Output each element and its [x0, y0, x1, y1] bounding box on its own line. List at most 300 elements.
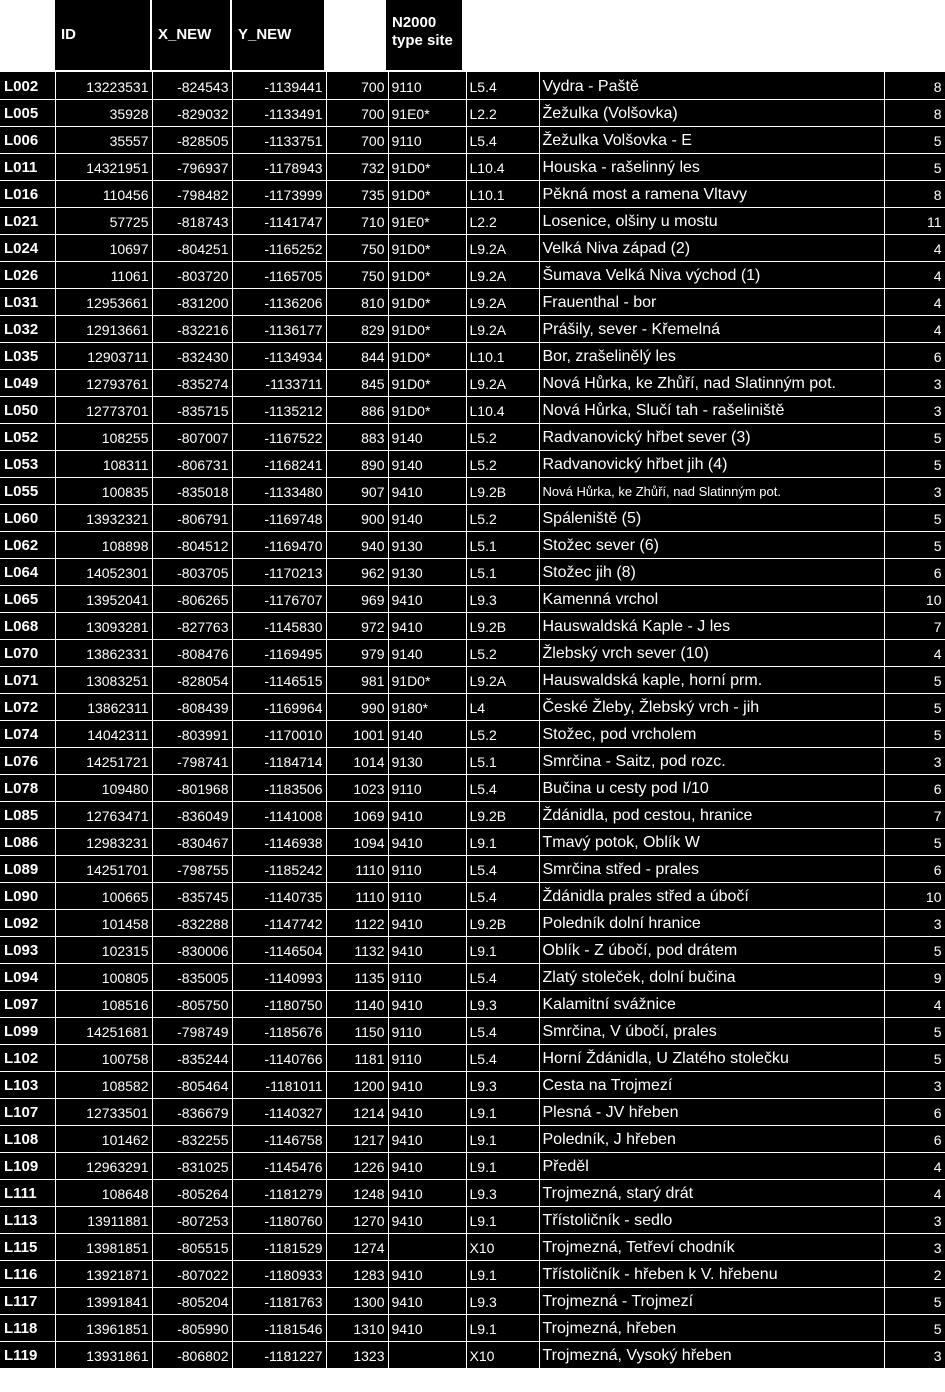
- cell-n2000-code: 9140: [388, 450, 466, 477]
- table-row: [0, 855, 945, 882]
- cell-site-code: L060: [0, 504, 55, 531]
- cell-y-new: -1180750: [232, 990, 326, 1017]
- cell-site-code: L062: [0, 531, 55, 558]
- cell-altitude: 845: [326, 369, 388, 396]
- cell-n2000-code: 9410: [388, 1125, 466, 1152]
- cell-count: 4: [884, 261, 945, 288]
- cell-altitude: 1181: [326, 1044, 388, 1071]
- cell-y-new: -1146515: [232, 666, 326, 693]
- cell-id: 11061: [55, 261, 152, 288]
- cell-id: 108898: [55, 531, 152, 558]
- cell-x-new: -831200: [152, 288, 232, 315]
- cell-site-name: Trojmezná, hřeben: [539, 1314, 884, 1341]
- cell-altitude: 1283: [326, 1260, 388, 1287]
- cell-altitude: 1274: [326, 1233, 388, 1260]
- cell-y-new: -1133480: [232, 477, 326, 504]
- cell-site-code: L090: [0, 882, 55, 909]
- table-row: [0, 504, 945, 531]
- cell-habitat-code: L9.1: [466, 1098, 539, 1125]
- cell-count: 5: [884, 423, 945, 450]
- cell-n2000-code: 9140: [388, 720, 466, 747]
- cell-x-new: -807253: [152, 1206, 232, 1233]
- cell-id: 108582: [55, 1071, 152, 1098]
- cell-x-new: -805204: [152, 1287, 232, 1314]
- cell-altitude: 1270: [326, 1206, 388, 1233]
- cell-altitude: 1132: [326, 936, 388, 963]
- cell-altitude: 1248: [326, 1179, 388, 1206]
- cell-n2000-code: 9140: [388, 423, 466, 450]
- cell-id: 12763471: [55, 801, 152, 828]
- cell-y-new: -1133491: [232, 99, 326, 126]
- table-row: [0, 612, 945, 639]
- cell-habitat-code: L5.4: [466, 1017, 539, 1044]
- cell-site-name: Cesta na Trojmezí: [539, 1071, 884, 1098]
- cell-x-new: -824543: [152, 72, 232, 99]
- cell-x-new: -803720: [152, 261, 232, 288]
- table-row: [0, 369, 945, 396]
- cell-id: 108648: [55, 1179, 152, 1206]
- header-y-new: [232, 0, 324, 70]
- cell-x-new: -807007: [152, 423, 232, 450]
- header-x-new: [152, 0, 230, 70]
- table-row: [0, 423, 945, 450]
- cell-altitude: 990: [326, 693, 388, 720]
- cell-site-code: L115: [0, 1233, 55, 1260]
- cell-site-code: L109: [0, 1152, 55, 1179]
- table-row: [0, 1179, 945, 1206]
- cell-altitude: 1122: [326, 909, 388, 936]
- cell-n2000-code: 9410: [388, 1179, 466, 1206]
- cell-site-name: Trojmezná - Trojmezí: [539, 1287, 884, 1314]
- cell-count: 3: [884, 909, 945, 936]
- cell-n2000-code: 9130: [388, 558, 466, 585]
- table-row: [0, 585, 945, 612]
- cell-site-name: České Žleby, Žlebský vrch - jih: [539, 693, 884, 720]
- cell-site-name: Nová Hůrka, Slučí tah - rašeliniště: [539, 396, 884, 423]
- cell-x-new: -805464: [152, 1071, 232, 1098]
- cell-id: 12793761: [55, 369, 152, 396]
- cell-count: 5: [884, 1044, 945, 1071]
- cell-x-new: -835715: [152, 396, 232, 423]
- cell-site-code: L026: [0, 261, 55, 288]
- cell-site-name: Zlatý stoleček, dolní bučina: [539, 963, 884, 990]
- cell-site-name: Poledník, J hřeben: [539, 1125, 884, 1152]
- cell-site-code: L085: [0, 801, 55, 828]
- cell-altitude: 1200: [326, 1071, 388, 1098]
- cell-id: 12903711: [55, 342, 152, 369]
- table-body: [0, 72, 945, 1368]
- cell-y-new: -1181279: [232, 1179, 326, 1206]
- cell-habitat-code: L9.1: [466, 1206, 539, 1233]
- cell-site-code: L072: [0, 693, 55, 720]
- cell-count: 8: [884, 180, 945, 207]
- table-row: [0, 1071, 945, 1098]
- cell-y-new: -1169495: [232, 639, 326, 666]
- cell-x-new: -836679: [152, 1098, 232, 1125]
- cell-habitat-code: L10.4: [466, 153, 539, 180]
- cell-x-new: -805264: [152, 1179, 232, 1206]
- table-row: [0, 450, 945, 477]
- cell-site-code: L102: [0, 1044, 55, 1071]
- cell-site-name: Spáleniště (5): [539, 504, 884, 531]
- cell-site-code: L006: [0, 126, 55, 153]
- cell-y-new: -1176707: [232, 585, 326, 612]
- cell-habitat-code: L2.2: [466, 99, 539, 126]
- cell-id: 14251681: [55, 1017, 152, 1044]
- cell-site-name: Třístoličník - hřeben k V. hřebenu: [539, 1260, 884, 1287]
- cell-id: 12733501: [55, 1098, 152, 1125]
- cell-y-new: -1133711: [232, 369, 326, 396]
- cell-y-new: -1135212: [232, 396, 326, 423]
- cell-id: 100665: [55, 882, 152, 909]
- cell-site-name: Hauswaldská Kaple - J les: [539, 612, 884, 639]
- cell-y-new: -1146758: [232, 1125, 326, 1152]
- cell-count: 4: [884, 639, 945, 666]
- cell-y-new: -1169748: [232, 504, 326, 531]
- cell-y-new: -1140766: [232, 1044, 326, 1071]
- cell-id: 35557: [55, 126, 152, 153]
- cell-x-new: -807022: [152, 1260, 232, 1287]
- cell-id: 102315: [55, 936, 152, 963]
- cell-y-new: -1136177: [232, 315, 326, 342]
- cell-altitude: 700: [326, 99, 388, 126]
- cell-count: 5: [884, 666, 945, 693]
- cell-site-code: L024: [0, 234, 55, 261]
- cell-x-new: -835244: [152, 1044, 232, 1071]
- cell-site-code: L035: [0, 342, 55, 369]
- cell-id: 108311: [55, 450, 152, 477]
- cell-x-new: -829032: [152, 99, 232, 126]
- cell-count: 3: [884, 477, 945, 504]
- cell-habitat-code: L5.4: [466, 1044, 539, 1071]
- table-row: [0, 747, 945, 774]
- cell-y-new: -1181011: [232, 1071, 326, 1098]
- cell-count: 4: [884, 315, 945, 342]
- cell-count: 5: [884, 1287, 945, 1314]
- table-row: [0, 720, 945, 747]
- cell-count: 5: [884, 720, 945, 747]
- cell-site-name: Stožec jih (8): [539, 558, 884, 585]
- cell-site-name: Kamenná vrchol: [539, 585, 884, 612]
- cell-habitat-code: L9.1: [466, 1260, 539, 1287]
- cell-altitude: 1094: [326, 828, 388, 855]
- table-row: [0, 909, 945, 936]
- cell-x-new: -828505: [152, 126, 232, 153]
- cell-site-code: L093: [0, 936, 55, 963]
- table-row: [0, 1044, 945, 1071]
- cell-n2000-code: 9140: [388, 639, 466, 666]
- cell-n2000-code: 9130: [388, 747, 466, 774]
- header-id-label: ID: [61, 26, 76, 43]
- cell-x-new: -798741: [152, 747, 232, 774]
- cell-habitat-code: L5.2: [466, 639, 539, 666]
- cell-count: 5: [884, 693, 945, 720]
- cell-id: 13862331: [55, 639, 152, 666]
- table-row: [0, 180, 945, 207]
- cell-x-new: -805750: [152, 990, 232, 1017]
- cell-site-code: L002: [0, 72, 55, 99]
- cell-site-name: Stožec, pod vrcholem: [539, 720, 884, 747]
- cell-habitat-code: L9.2A: [466, 261, 539, 288]
- cell-count: 5: [884, 450, 945, 477]
- cell-count: 2: [884, 1260, 945, 1287]
- table-row: [0, 882, 945, 909]
- cell-altitude: 883: [326, 423, 388, 450]
- cell-count: 4: [884, 990, 945, 1017]
- cell-count: 4: [884, 288, 945, 315]
- cell-id: 13932321: [55, 504, 152, 531]
- cell-count: 3: [884, 396, 945, 423]
- cell-count: 4: [884, 1179, 945, 1206]
- cell-id: 14052301: [55, 558, 152, 585]
- cell-count: 5: [884, 153, 945, 180]
- cell-habitat-code: L5.1: [466, 747, 539, 774]
- cell-x-new: -805515: [152, 1233, 232, 1260]
- cell-id: 13961851: [55, 1314, 152, 1341]
- cell-y-new: -1180760: [232, 1206, 326, 1233]
- cell-count: 4: [884, 1152, 945, 1179]
- cell-n2000-code: 91D0*: [388, 342, 466, 369]
- cell-n2000-code: 9410: [388, 801, 466, 828]
- cell-count: 7: [884, 612, 945, 639]
- cell-x-new: -832255: [152, 1125, 232, 1152]
- table-row: [0, 774, 945, 801]
- cell-site-name: Oblík - Z úbočí, pod drátem: [539, 936, 884, 963]
- cell-habitat-code: L9.2A: [466, 666, 539, 693]
- cell-y-new: -1136206: [232, 288, 326, 315]
- cell-site-code: L103: [0, 1071, 55, 1098]
- cell-count: 7: [884, 801, 945, 828]
- cell-x-new: -835005: [152, 963, 232, 990]
- cell-y-new: -1168241: [232, 450, 326, 477]
- cell-site-name: Stožec sever (6): [539, 531, 884, 558]
- cell-site-code: L005: [0, 99, 55, 126]
- cell-n2000-code: 9110: [388, 1017, 466, 1044]
- cell-y-new: -1181546: [232, 1314, 326, 1341]
- cell-site-name: Nová Hůrka, ke Zhůří, nad Slatinným pot.: [539, 369, 884, 396]
- cell-habitat-code: L5.4: [466, 774, 539, 801]
- cell-x-new: -818743: [152, 207, 232, 234]
- cell-n2000-code: 91D0*: [388, 288, 466, 315]
- header-n2000-type-site: [386, 0, 462, 70]
- cell-count: 5: [884, 126, 945, 153]
- cell-altitude: 710: [326, 207, 388, 234]
- cell-site-name: Ždánidla prales střed a úbočí: [539, 882, 884, 909]
- cell-site-code: L099: [0, 1017, 55, 1044]
- cell-altitude: 1014: [326, 747, 388, 774]
- cell-count: 5: [884, 1314, 945, 1341]
- cell-habitat-code: L5.2: [466, 423, 539, 450]
- cell-count: 6: [884, 855, 945, 882]
- data-table: [0, 72, 945, 1369]
- cell-site-code: L053: [0, 450, 55, 477]
- cell-x-new: -835274: [152, 369, 232, 396]
- cell-site-code: L070: [0, 639, 55, 666]
- cell-site-code: L086: [0, 828, 55, 855]
- cell-id: 110456: [55, 180, 152, 207]
- table-row: [0, 1260, 945, 1287]
- cell-habitat-code: L9.3: [466, 1287, 539, 1314]
- cell-y-new: -1183506: [232, 774, 326, 801]
- cell-id: 100835: [55, 477, 152, 504]
- header-y-new-label: Y_NEW: [238, 26, 292, 43]
- cell-x-new: -830467: [152, 828, 232, 855]
- cell-count: 9: [884, 963, 945, 990]
- cell-altitude: 700: [326, 72, 388, 99]
- cell-y-new: -1141747: [232, 207, 326, 234]
- cell-count: 6: [884, 774, 945, 801]
- cell-x-new: -805990: [152, 1314, 232, 1341]
- cell-n2000-code: 91D0*: [388, 315, 466, 342]
- cell-y-new: -1178943: [232, 153, 326, 180]
- cell-n2000-code: 9410: [388, 585, 466, 612]
- cell-site-code: L119: [0, 1341, 55, 1368]
- cell-n2000-code: 9410: [388, 990, 466, 1017]
- cell-id: 12953661: [55, 288, 152, 315]
- cell-n2000-code: 9110: [388, 855, 466, 882]
- cell-count: 5: [884, 1017, 945, 1044]
- cell-site-name: Frauenthal - bor: [539, 288, 884, 315]
- cell-n2000-code: 9410: [388, 936, 466, 963]
- cell-n2000-code: 9410: [388, 909, 466, 936]
- cell-altitude: 1135: [326, 963, 388, 990]
- cell-site-code: L089: [0, 855, 55, 882]
- cell-x-new: -798749: [152, 1017, 232, 1044]
- table-row: [0, 801, 945, 828]
- cell-habitat-code: L9.1: [466, 1125, 539, 1152]
- cell-habitat-code: L4: [466, 693, 539, 720]
- cell-x-new: -803991: [152, 720, 232, 747]
- cell-altitude: 1300: [326, 1287, 388, 1314]
- cell-x-new: -828054: [152, 666, 232, 693]
- cell-x-new: -806265: [152, 585, 232, 612]
- cell-altitude: 1226: [326, 1152, 388, 1179]
- table-row: [0, 207, 945, 234]
- cell-site-name: Trojmezná, Tetřeví chodník: [539, 1233, 884, 1260]
- cell-habitat-code: L9.1: [466, 1314, 539, 1341]
- cell-n2000-code: 9180*: [388, 693, 466, 720]
- cell-id: 100805: [55, 963, 152, 990]
- cell-n2000-code: 91D0*: [388, 369, 466, 396]
- cell-site-code: L116: [0, 1260, 55, 1287]
- cell-x-new: -808476: [152, 639, 232, 666]
- cell-count: 6: [884, 1125, 945, 1152]
- cell-altitude: 750: [326, 234, 388, 261]
- cell-y-new: -1134934: [232, 342, 326, 369]
- cell-site-name: Nová Hůrka, ke Zhůří, nad Slatinným pot.: [539, 477, 884, 504]
- cell-habitat-code: L5.2: [466, 504, 539, 531]
- cell-site-name: Žežulka Volšovka - E: [539, 126, 884, 153]
- cell-n2000-code: 9410: [388, 1152, 466, 1179]
- header-id: [55, 0, 150, 70]
- cell-y-new: -1180933: [232, 1260, 326, 1287]
- cell-count: 8: [884, 72, 945, 99]
- cell-habitat-code: L9.3: [466, 990, 539, 1017]
- cell-n2000-code: 91D0*: [388, 234, 466, 261]
- cell-id: 13981851: [55, 1233, 152, 1260]
- table-row: [0, 315, 945, 342]
- cell-x-new: -804512: [152, 531, 232, 558]
- cell-y-new: -1146504: [232, 936, 326, 963]
- table-row: [0, 990, 945, 1017]
- cell-site-code: L011: [0, 153, 55, 180]
- cell-y-new: -1133751: [232, 126, 326, 153]
- table-row: [0, 639, 945, 666]
- cell-habitat-code: L5.2: [466, 450, 539, 477]
- cell-n2000-code: 9410: [388, 1071, 466, 1098]
- cell-altitude: 890: [326, 450, 388, 477]
- cell-count: 3: [884, 1206, 945, 1233]
- cell-altitude: 1069: [326, 801, 388, 828]
- cell-site-name: Bučina u cesty pod I/10: [539, 774, 884, 801]
- cell-id: 10697: [55, 234, 152, 261]
- cell-habitat-code: L9.2A: [466, 315, 539, 342]
- cell-y-new: -1145830: [232, 612, 326, 639]
- cell-y-new: -1140735: [232, 882, 326, 909]
- table-row: [0, 828, 945, 855]
- cell-count: 5: [884, 828, 945, 855]
- cell-site-name: Trojmezná, starý drát: [539, 1179, 884, 1206]
- cell-habitat-code: L9.2B: [466, 612, 539, 639]
- cell-altitude: 972: [326, 612, 388, 639]
- cell-site-name: Bor, zrašelinělý les: [539, 342, 884, 369]
- cell-n2000-code: 9140: [388, 504, 466, 531]
- cell-x-new: -830006: [152, 936, 232, 963]
- cell-x-new: -832430: [152, 342, 232, 369]
- cell-x-new: -796937: [152, 153, 232, 180]
- cell-n2000-code: 9130: [388, 531, 466, 558]
- cell-site-name: Žežulka (Volšovka): [539, 99, 884, 126]
- cell-site-code: L111: [0, 1179, 55, 1206]
- cell-site-code: L064: [0, 558, 55, 585]
- cell-y-new: -1146938: [232, 828, 326, 855]
- table-row: [0, 1233, 945, 1260]
- cell-site-code: L078: [0, 774, 55, 801]
- cell-site-code: L107: [0, 1098, 55, 1125]
- table-row: [0, 1098, 945, 1125]
- cell-id: 13862311: [55, 693, 152, 720]
- cell-y-new: -1139441: [232, 72, 326, 99]
- cell-site-code: L068: [0, 612, 55, 639]
- cell-habitat-code: L9.2A: [466, 288, 539, 315]
- table-row: [0, 477, 945, 504]
- cell-habitat-code: L10.4: [466, 396, 539, 423]
- cell-site-code: L097: [0, 990, 55, 1017]
- cell-site-name: Tmavý potok, Oblík W: [539, 828, 884, 855]
- cell-id: 13223531: [55, 72, 152, 99]
- table-row: [0, 1152, 945, 1179]
- cell-count: 10: [884, 882, 945, 909]
- cell-count: 4: [884, 234, 945, 261]
- cell-site-name: Velká Niva západ (2): [539, 234, 884, 261]
- cell-y-new: -1170010: [232, 720, 326, 747]
- cell-site-name: Poledník dolní hranice: [539, 909, 884, 936]
- cell-habitat-code: L9.3: [466, 585, 539, 612]
- cell-altitude: 829: [326, 315, 388, 342]
- cell-altitude: 735: [326, 180, 388, 207]
- cell-habitat-code: L5.1: [466, 558, 539, 585]
- cell-count: 5: [884, 936, 945, 963]
- cell-altitude: 700: [326, 126, 388, 153]
- cell-altitude: 1150: [326, 1017, 388, 1044]
- cell-site-code: L092: [0, 909, 55, 936]
- cell-site-name: Losenice, olšiny u mostu: [539, 207, 884, 234]
- cell-site-name: Smrčina, V úbočí, prales: [539, 1017, 884, 1044]
- cell-habitat-code: L9.1: [466, 936, 539, 963]
- cell-habitat-code: L2.2: [466, 207, 539, 234]
- cell-site-name: Radvanovický hřbet sever (3): [539, 423, 884, 450]
- cell-site-code: L055: [0, 477, 55, 504]
